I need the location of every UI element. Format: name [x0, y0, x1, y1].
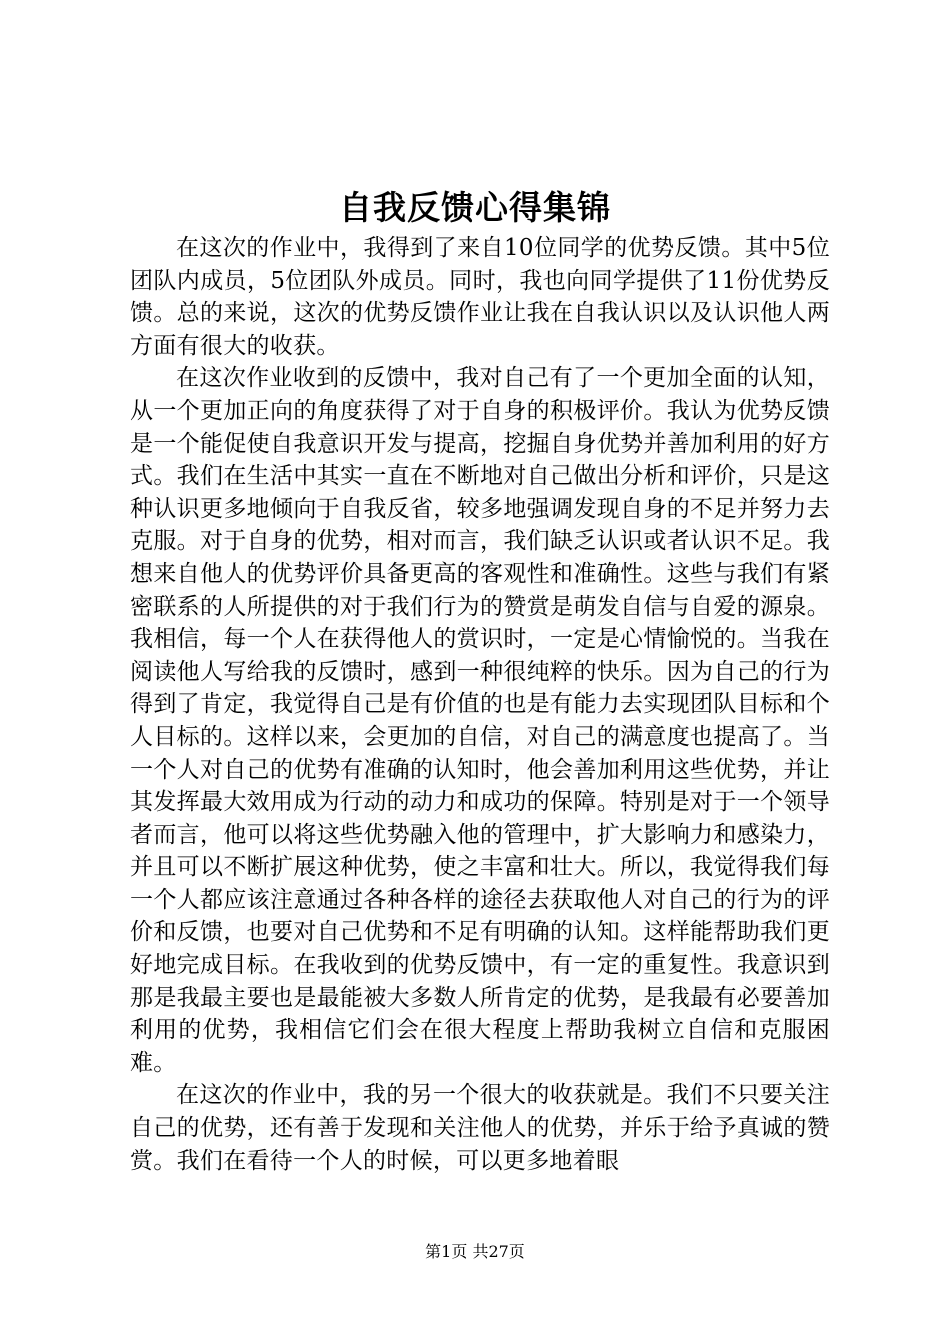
document-body: [130, 232, 830, 1177]
document-title: 自我反馈心得集锦: [339, 188, 611, 227]
paragraph-1: 在这次的作业中，我得到了来自10位同学的优势反馈。其中5位团队内成员，5位团队外成员。同时，我也向同学提供了11份优势反馈。总的来说，这次的优势反馈作业让我在自我认识以及认识他人两方面有很大的收获。: [130, 235, 830, 359]
paragraph-3: 在这次的作业中，我的另一个很大的收获就是。我们不只要关注自己的优势，还有善于发现和关注他人的优势，并乐于给予真诚的赞赏。我们在看待一个人的时候，可以更多地着眼: [130, 1082, 830, 1174]
paragraph-2: 在这次作业收到的反馈中，我对自己有了一个更加全面的认知，从一个更加正向的角度获得了对于自身的积极评价。我认为优势反馈是一个能促使自我意识开发与提高，挖掘自身优势并善加利用的好方式。我们在生活中其实一直在不断地对自己做出分析和评价，只是这种认识更多地倾向于自我反省，较多地强调发现自身的不足并努力去克服。对于自身的优势，相对而言，我们缺乏认识或者认识不足。我想来自他人的优势评价具备更高的客观性和准确性。这些与我们有紧密联系的人所提供的对于我们行为的赞赏是萌发自信与自爱的源泉。我相信，每一个人在获得他人的赏识时，一定是心情愉悦的。当我在阅读他人写给我的反馈时，感到一种很纯粹的快乐。因为自己的行为得到了肯定，我觉得自己是有价值的也是有能力去实现团队目标和个人目标的。这样以来，会更加的自信，对自己的满意度也提高了。当一个人对自己的优势有准确的认知时，他会善加利用这些优势，并让其发挥最大效用成为行动的动力和成功的保障。特别是对于一个领导者而言，他可以将这些优势融入他的管理中，扩大影响力和感染力，并且可以不断扩展这种优势，使之丰富和壮大。所以，我觉得我们每一个人都应该注意通过各种各样的途径去获取他人对自己的行为的评价和反馈，也要对自己优势和不足有明确的认知。这样能帮助我们更好地完成目标。在我收到的优势反馈中，有一定的重复性。我意识到那是我最主要也是最能被大多数人所肯定的优势，是我最有必要善加利用的优势，我相信它们会在很大程度上帮助我树立自信和克服困难。: [130, 365, 830, 1076]
page-number-footer: 第1页 共27页: [425, 1242, 525, 1261]
